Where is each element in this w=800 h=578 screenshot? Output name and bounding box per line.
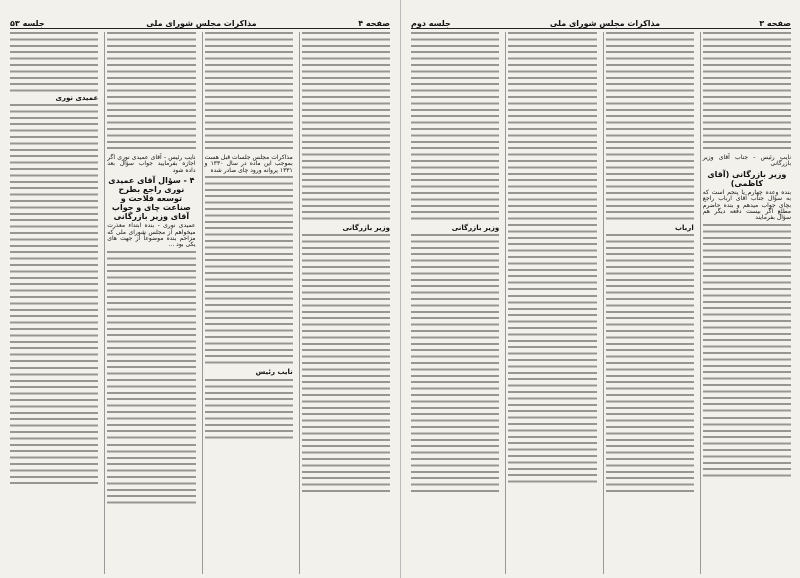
column [202,32,295,574]
body-text [411,234,499,494]
paragraph: عمیدی نوری - بنده ابتداء معذرت میخواهم از مجلس شورای ملی که مزاحم بنده موضوعاً از جهت های یکی بود ... [107,222,196,249]
body-text [10,32,98,92]
column [603,32,696,574]
page-number: صفحه ۳ [759,19,791,28]
body-text [508,295,596,485]
body-text [205,32,293,152]
section-heading: ۴ - سؤال آقای عمیدی نوری راجع بطرح توسعه فلاحت و صناعت چای و جواب آقای وزیر بازرگانی [108,176,195,222]
right-page [400,0,800,578]
body-text [703,224,791,414]
page-number: صفحه ۴ [358,19,390,28]
column [409,32,501,574]
body-text [703,32,791,152]
paragraph: نایب رئیس - جناب آقای وزیر بازرگانی [702,154,791,168]
column [104,32,197,574]
column [700,32,793,574]
body-text [10,104,98,364]
text-columns [8,32,392,574]
speaker-label: ارباب [675,224,694,232]
body-text [302,234,390,494]
body-text [107,32,195,152]
paragraph: مذاکرات مجلس جلسات قبل هست بموجب این ماده در سال ۱۳۳۰ و ۱۳۳۱ پروانه ورود چای صادر شده [204,154,293,174]
body-text [508,32,596,292]
page-header [411,14,791,29]
body-text [606,234,694,494]
body-text [302,32,390,222]
body-text [205,176,293,366]
page-header [10,14,390,29]
speaker-label: وزیر بازرگانی [342,224,390,232]
body-text [411,32,499,222]
text-columns [409,32,793,574]
publication-title: مذاکرات مجلس شورای ملی [549,19,661,28]
section-heading: وزیر بازرگانی (آقای کاظمی) [707,169,787,188]
body-text [205,379,293,439]
body-text [107,444,195,504]
publication-title: مذاکرات مجلس شورای ملی [146,19,257,28]
column [299,32,392,574]
speaker-label: عمیدی نوری [55,94,99,102]
speaker-label: وزیر بازرگانی [451,224,500,232]
body-text [606,32,694,222]
paragraph: نایب رئیس - آقای عمیدی نوری اگر اجازه بفرمایید جواب سؤال بعد داده شود [107,154,196,174]
body-text [703,417,791,477]
session-label: جلسه ۵۳ [10,19,45,28]
session-label: جلسه دوم [411,19,451,28]
column [8,32,100,574]
paragraph: بنده وعده چهارم یا پنجم است که به سؤال جناب آقای ارباب راجع بچای جواب میدهم و بنده حاضرم مطلع اگر بیست دفعه دیگر هم سؤال بفرمایند [702,188,791,222]
body-text [107,251,195,441]
speaker-label: نایب رئیس [255,368,293,377]
column [505,32,598,574]
body-text [10,367,98,487]
